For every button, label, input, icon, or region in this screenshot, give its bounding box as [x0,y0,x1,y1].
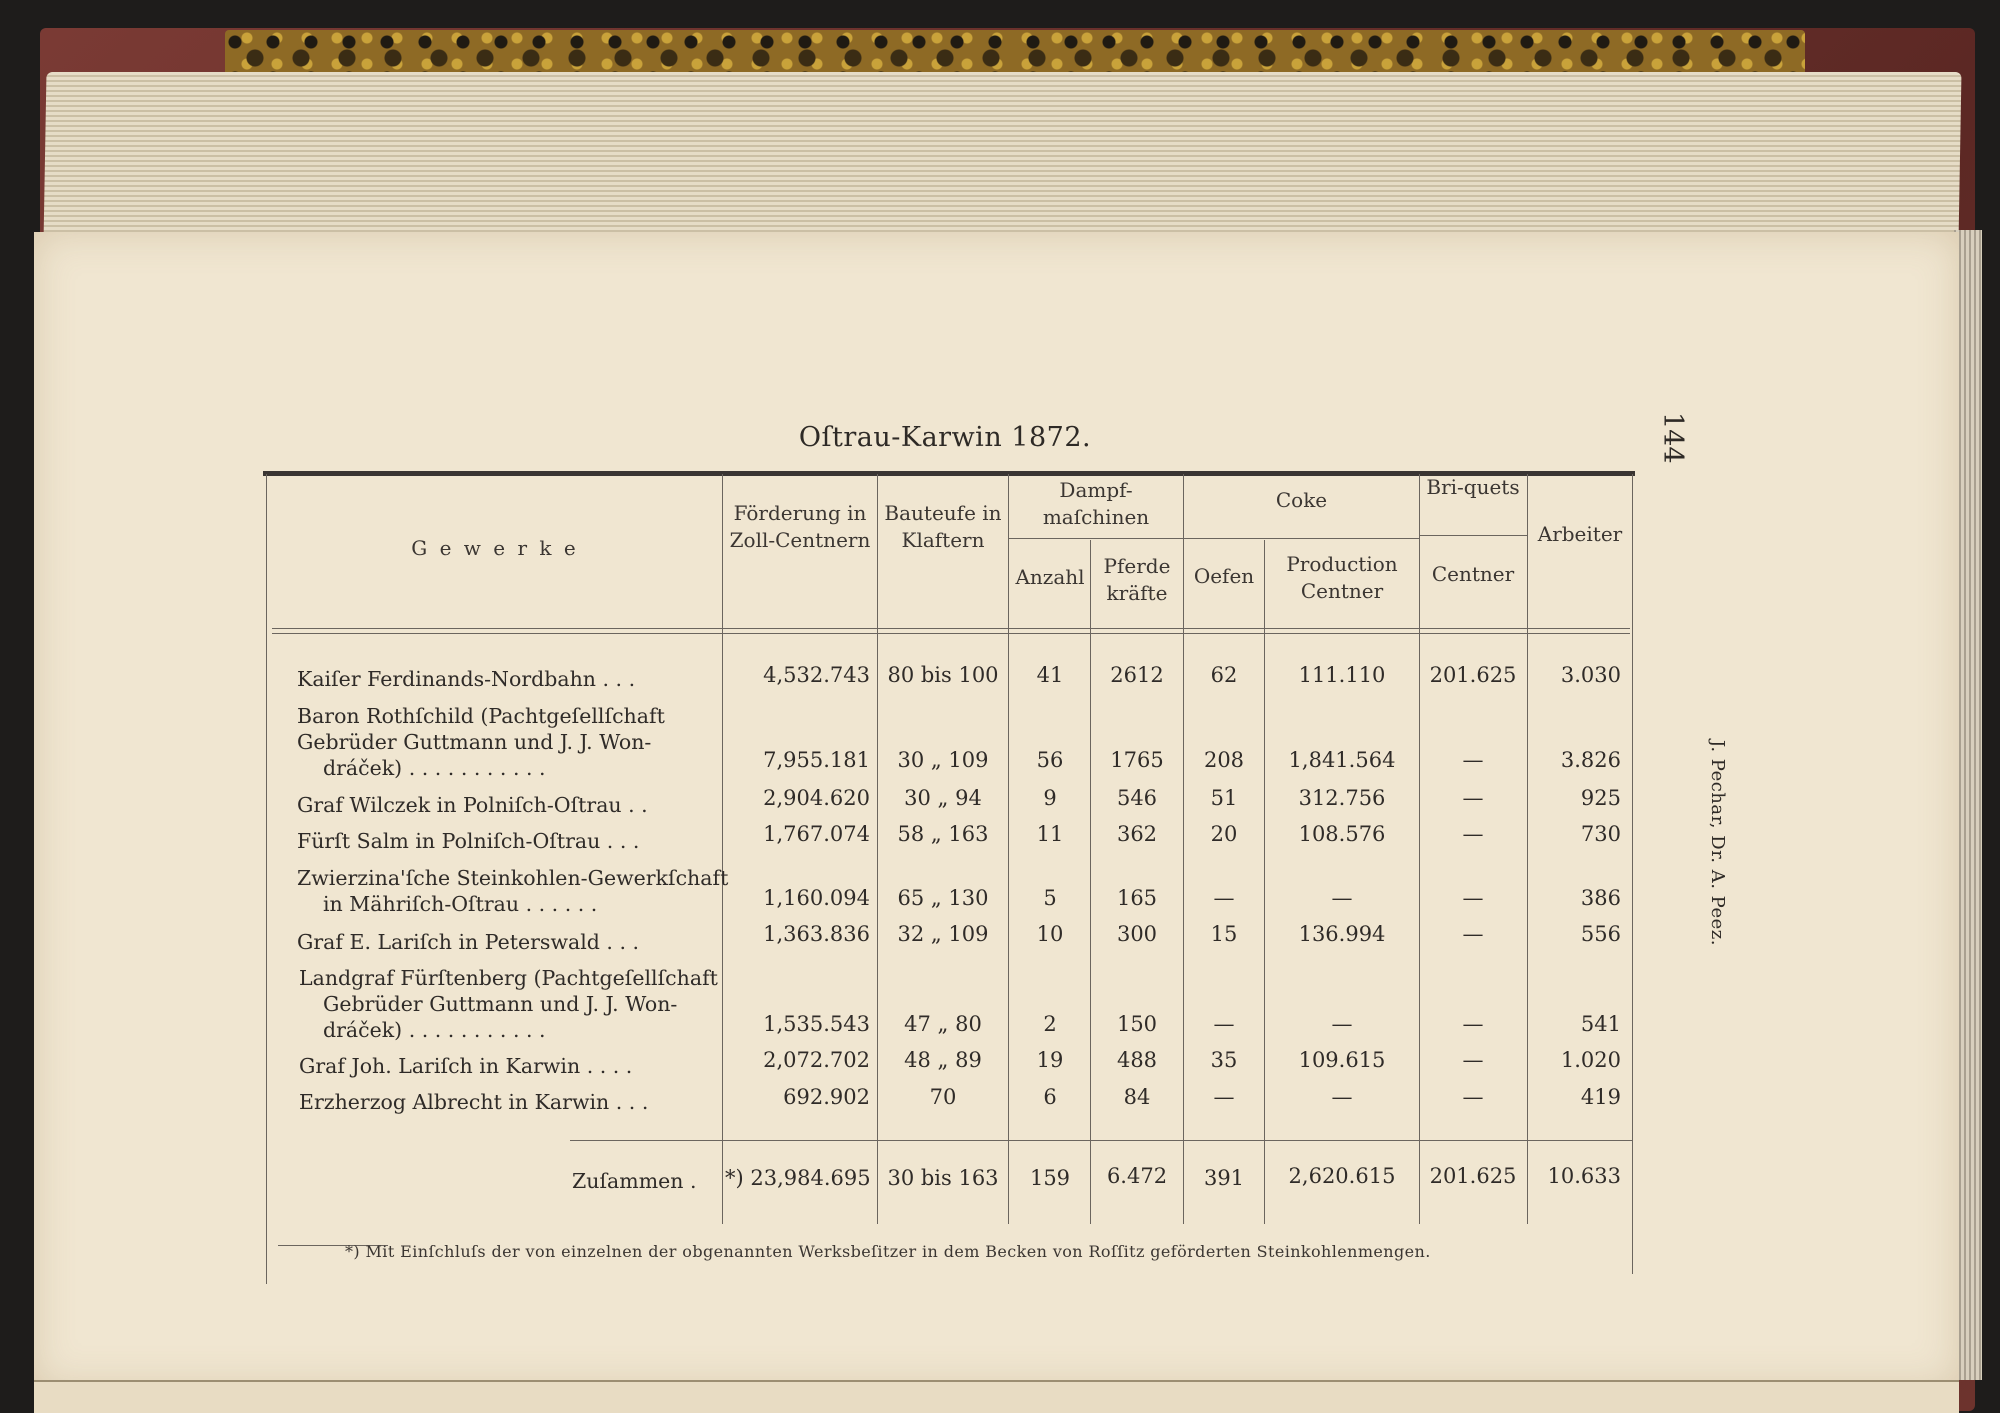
header-arbeiter: Arbeiter [1537,522,1623,546]
cell-briquets: — [1462,1012,1484,1036]
header-dampfmaschinen: Dampf-maſchinen [1042,478,1150,529]
col-divider [877,474,878,1224]
total-anzahl: 159 [1029,1166,1071,1190]
col-divider [1264,540,1265,1224]
cell-arbeiter: 386 [1580,886,1621,910]
cell-briquets: — [1462,886,1484,910]
header-centner: Centner [1431,562,1515,586]
cell-oefen: 20 [1210,822,1238,846]
cell-pferde: 300 [1116,922,1158,946]
row-name: Landgraf Fürſtenberg (Pachtgeſellſchaft [299,966,718,990]
cell-production: — [1331,1085,1353,1109]
header-gewerke: G e w e r k e [411,536,579,560]
cell-anzahl: 19 [1036,1048,1064,1072]
cell-foerderung: 1,767.074 [763,822,870,846]
row-name: Zwierzina'ſche Steinkohlen-Gewerkſchaft [297,866,729,890]
cell-arbeiter: 419 [1580,1085,1621,1109]
dampf-sub-rule [1008,538,1183,539]
total-briquets: 201.625 [1429,1164,1517,1188]
total-oefen: 391 [1203,1166,1245,1190]
total-bauteufe: 30 bis 163 [887,1166,999,1190]
row-name: in Mähriſch-Oſtrau . . . . . . [323,892,598,916]
header-oefen: Oefen [1193,564,1255,588]
row-name: dráček) . . . . . . . . . . . [323,756,546,780]
row-name: Kaiſer Ferdinands-Nordbahn . . . [297,667,636,691]
footnote: *) Mit Einſchluſs der von einzelnen der obgenannten Werksbeſitzer in dem Becken von Roſſitz geförderten Steinkohlenmengen. [345,1242,1431,1261]
cell-arbeiter: 3.030 [1560,663,1621,687]
col-divider [1419,474,1420,1224]
cell-arbeiter: 730 [1580,822,1621,846]
total-label: Zuſammen . [572,1169,697,1193]
next-page-edge [34,1380,1959,1413]
row-name: Graf Joh. Lariſch in Karwin . . . . [299,1054,633,1078]
cell-briquets: — [1462,822,1484,846]
cell-anzahl: 41 [1036,663,1064,687]
cell-pferde: 165 [1116,886,1158,910]
coke-sub-rule [1183,538,1419,539]
cell-bauteufe: 70 [929,1085,957,1109]
cell-bauteufe: 58 „ 163 [897,822,989,846]
total-foerderung: *) 23,984.695 [725,1166,871,1190]
col-divider [1527,474,1528,1224]
page-number: 144 [1657,412,1688,464]
table-title: Oſtrau-Karwin 1872. [798,422,1092,453]
cell-oefen: 208 [1203,748,1245,772]
running-head: J. Pechar, Dr. A. Peez. [1707,740,1728,946]
cell-bauteufe: 30 „ 94 [904,786,982,810]
cell-oefen: 51 [1210,786,1238,810]
cell-foerderung: 1,363.836 [763,922,870,946]
cell-foerderung: 7,955.181 [763,748,870,772]
header-pferdekraefte: Pferde kräfte [1103,554,1171,605]
cell-anzahl: 11 [1036,822,1064,846]
cell-production: 136.994 [1298,922,1386,946]
cell-bauteufe: 47 „ 80 [904,1012,982,1036]
cell-briquets: — [1462,786,1484,810]
cell-pferde: 150 [1116,1012,1158,1036]
col-divider [1183,474,1184,1224]
cell-anzahl: 2 [1043,1012,1057,1036]
table-left-border [266,474,267,1284]
cell-briquets: — [1462,1048,1484,1072]
cell-arbeiter: 556 [1580,922,1621,946]
cell-anzahl: 5 [1043,886,1057,910]
sum-rule [570,1140,1632,1141]
row-name: Graf E. Lariſch in Peterswald . . . [297,930,639,954]
cell-pferde: 362 [1116,822,1158,846]
cell-bauteufe: 48 „ 89 [904,1048,982,1072]
cell-arbeiter: 925 [1580,786,1621,810]
cell-production: — [1331,1012,1353,1036]
header-bauteufe: Bauteufe in Klaftern [884,501,1002,552]
col-divider [1090,540,1091,1224]
cell-anzahl: 56 [1036,748,1064,772]
cell-oefen: 62 [1210,663,1238,687]
header-anzahl: Anzahl [1015,565,1085,589]
cell-arbeiter: 1.020 [1560,1048,1621,1072]
cell-briquets: — [1462,1085,1484,1109]
cell-anzahl: 9 [1043,786,1057,810]
header-production: Production Centner [1286,552,1398,603]
cell-pferde: 2612 [1110,663,1164,687]
total-production: 2,620.615 [1288,1164,1396,1188]
cell-briquets: — [1462,922,1484,946]
total-arbeiter: 10.633 [1547,1164,1621,1188]
cell-bauteufe: 30 „ 109 [897,748,989,772]
row-name: Gebrüder Guttmann und J. J. Won- [323,992,678,1016]
row-name: Erzherzog Albrecht in Karwin . . . [299,1090,649,1114]
cell-oefen: 35 [1210,1048,1238,1072]
header-briquets: Bri-quets [1426,475,1520,499]
cell-pferde: 546 [1116,786,1158,810]
cell-foerderung: 1,535.543 [763,1012,870,1036]
col-divider [722,474,723,1224]
cell-oefen: — [1213,886,1235,910]
table-right-border [1632,474,1633,1274]
cell-anzahl: 6 [1043,1085,1057,1109]
cell-briquets: 201.625 [1429,663,1517,687]
cell-production: 312.756 [1298,786,1386,810]
cell-oefen: 15 [1210,922,1238,946]
cell-arbeiter: 541 [1580,1012,1621,1036]
cell-oefen: — [1213,1012,1235,1036]
cell-production: 109.615 [1298,1048,1386,1072]
page-edges [44,72,1962,242]
cell-foerderung: 1,160.094 [763,886,870,910]
row-name: Gebrüder Guttmann und J. J. Won- [297,730,652,754]
cell-foerderung: 2,072.702 [763,1048,870,1072]
total-pferde: 6.472 [1106,1164,1168,1188]
row-name: Fürſt Salm in Polniſch-Oſtrau . . . [297,829,640,853]
col-divider [1008,474,1009,1224]
header-foerderung: Förderung in Zoll-Centnern [729,501,871,552]
row-name: Baron Rothſchild (Pachtgeſellſchaft [297,704,665,728]
cell-foerderung: 692.902 [783,1085,870,1109]
cell-pferde: 488 [1116,1048,1158,1072]
cell-production: 1,841.564 [1288,748,1396,772]
cell-production: — [1331,886,1353,910]
row-name: Graf Wilczek in Polniſch-Oſtrau . . [297,793,648,817]
cell-anzahl: 10 [1036,922,1064,946]
row-name: dráček) . . . . . . . . . . . [323,1018,546,1042]
cell-foerderung: 4,532.743 [763,663,870,687]
cell-production: 108.576 [1298,822,1386,846]
cell-briquets: — [1462,748,1484,772]
cell-pferde: 84 [1123,1085,1151,1109]
cell-oefen: — [1213,1085,1235,1109]
cell-pferde: 1765 [1110,748,1164,772]
header-coke: Coke [1275,488,1328,512]
cell-bauteufe: 65 „ 130 [897,886,989,910]
cell-foerderung: 2,904.620 [763,786,870,810]
briquets-sub-rule [1419,535,1527,536]
cell-bauteufe: 80 bis 100 [887,663,999,687]
cell-bauteufe: 32 „ 109 [897,922,989,946]
cell-arbeiter: 3.826 [1560,748,1621,772]
cell-production: 111.110 [1298,663,1386,687]
header-bottom-rule [272,628,1630,634]
